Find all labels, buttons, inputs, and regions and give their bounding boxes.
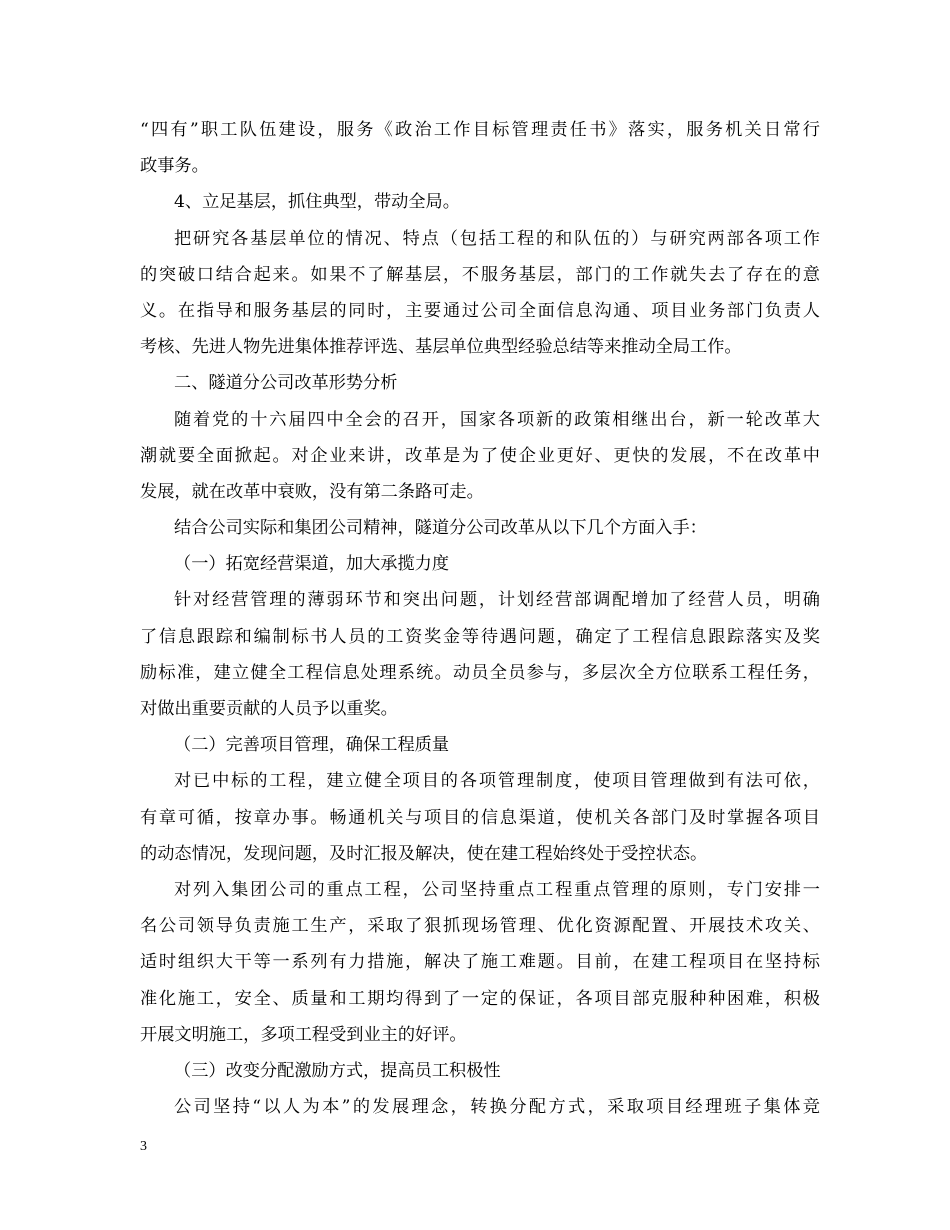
- text-line: 对做出重要贡献的人员予以重奖。: [140, 699, 398, 719]
- section-heading: （一）拓宽经营渠道，加大承揽力度: [174, 554, 450, 575]
- text-line: 潮就要全面掀起。对企业来讲，改革是为了使企业更好、更快的发展，不在改革中: [140, 445, 820, 466]
- text-line: “四有”职工队伍建设，服务《政治工作目标管理责任书》落实，服务机关日常行: [140, 120, 820, 140]
- text-line: 考核、先进人物先进集体推荐评选、基层单位典型经验总结等来推动全局工作。: [140, 337, 742, 358]
- text-line: 励标准，建立健全工程信息处理系统。动员全员参与，多层次全方位联系工程任务，: [140, 662, 820, 683]
- section-heading: 4、立足基层，抓住典型，带动全局。: [174, 192, 460, 213]
- page-number: 3: [140, 1139, 147, 1154]
- text-line: 准化施工，安全、质量和工期均得到了一定的保证，各项目部克服种种困难，积极: [140, 988, 820, 1009]
- text-line: 对列入集团公司的重点工程，公司坚持重点工程重点管理的原则，专门安排一: [174, 879, 820, 900]
- text-line: 随着党的十六届四中全会的召开，国家各项新的政策相继出台，新一轮改革大: [174, 409, 820, 430]
- text-line: 的动态情况，发现问题，及时汇报及解决，使在建工程始终处于受控状态。: [140, 843, 708, 864]
- text-line: 的突破口结合起来。如果不了解基层，不服务基层，部门的工作就失去了存在的意: [140, 264, 820, 285]
- section-heading: 二、隧道分公司改革形势分析: [174, 373, 398, 394]
- text-line: 义。在指导和服务基层的同时，主要通过公司全面信息沟通、项目业务部门负责人: [140, 300, 820, 321]
- text-line: 针对经营管理的薄弱环节和突出问题，计划经营部调配增加了经营人员，明确: [174, 590, 820, 611]
- text-line: 适时组织大干等一系列有力措施，解决了施工难题。目前，在建工程项目在坚持标: [140, 952, 820, 973]
- section-heading: （三）改变分配激励方式，提高员工积极性: [174, 1060, 501, 1081]
- text-line: 对已中标的工程，建立健全项目的各项管理制度，使项目管理做到有法可依，: [174, 771, 820, 792]
- text-line: 名公司领导负责施工生产，采取了狠抓现场管理、优化资源配置、开展技术攻关、: [140, 916, 820, 937]
- document-body: [140, 112, 820, 1125]
- text-line: 了信息跟踪和编制标书人员的工资奖金等待遇问题，确定了工程信息跟踪落实及奖: [140, 626, 820, 647]
- text-line: 政事务。: [140, 156, 209, 177]
- text-line: 公司坚持“以人为本”的发展理念，转换分配方式，采取项目经理班子集体竞: [174, 1097, 820, 1118]
- text-line: 把研究各基层单位的情况、特点（包括工程的和队伍的）与研究两部各项工作: [174, 228, 820, 249]
- section-heading: （二）完善项目管理，确保工程质量: [174, 735, 450, 756]
- text-line: 发展，就在改革中衰败，没有第二条路可走。: [140, 481, 484, 502]
- text-line: 结合公司实际和集团公司精神，隧道分公司改革从以下几个方面入手：: [174, 518, 707, 539]
- text-line: 有章可循，按章办事。畅通机关与项目的信息渠道，使机关各部门及时掌握各项目: [140, 807, 820, 828]
- text-line: 开展文明施工，多项工程受到业主的好评。: [140, 1024, 467, 1045]
